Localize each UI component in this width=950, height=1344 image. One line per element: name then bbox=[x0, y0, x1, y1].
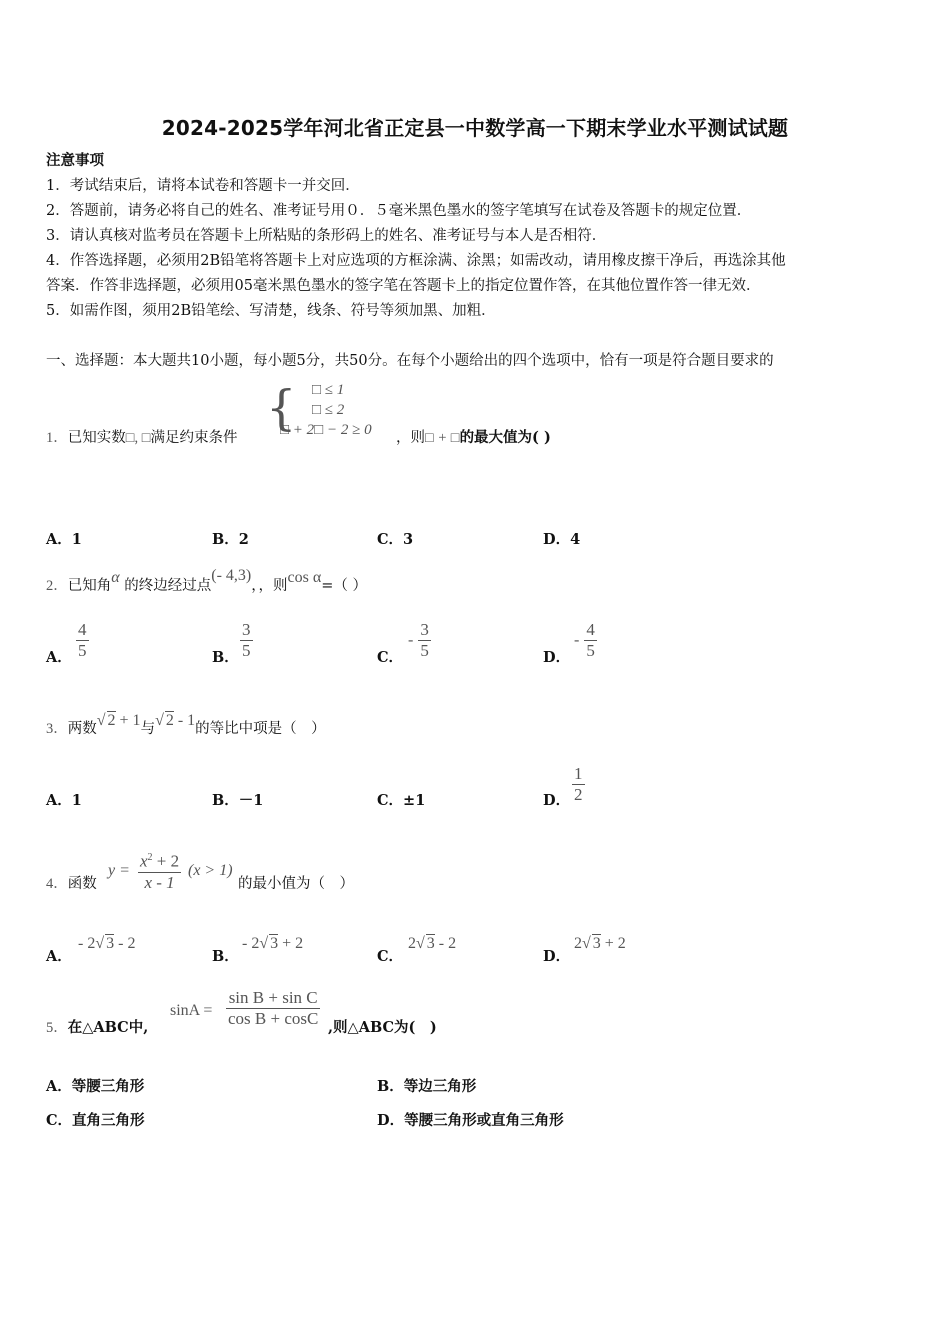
notes-item: 5．如需作图，须用2B铅笔绘、写清楚，线条、符号等须加黑、加粗． bbox=[46, 303, 496, 319]
option-a[interactable]: A． bbox=[46, 948, 72, 965]
notes-item: 答案．作答非选择题，必须用05毫米黑色墨水的签字笔在答题卡上的指定位置作答，在其他位置作答一律无效． bbox=[46, 278, 761, 294]
brace-icon: { bbox=[266, 380, 297, 436]
option-c-value: 2√ 3 - 2 bbox=[408, 935, 457, 952]
question-number: 1． bbox=[46, 430, 68, 446]
option-a[interactable]: A．1 bbox=[46, 531, 82, 548]
notes-heading: 注意事项 bbox=[46, 152, 104, 169]
option-d[interactable]: D．4 bbox=[543, 531, 581, 548]
expression-a: √ 2 + 1 bbox=[96, 712, 141, 729]
fraction: $\frac{1}{2}$ bbox=[574, 764, 583, 804]
option-d-value: 2√ 3 + 2 bbox=[574, 935, 626, 952]
sin-a: sinA = bbox=[170, 1002, 213, 1019]
option-b[interactable]: B． bbox=[212, 649, 239, 666]
option-a[interactable]: A．等腰三角形 bbox=[46, 1078, 145, 1095]
notes-item: 1．考试结束后，请将本试卷和答题卡一并交回． bbox=[46, 178, 360, 194]
question-2: 2．已知角α 的终边经过点(- 4,3)，，则cos α=（ ） bbox=[46, 567, 367, 594]
cos-alpha: cos α bbox=[287, 569, 322, 586]
option-b[interactable]: B．等边三角形 bbox=[377, 1078, 477, 1095]
page-title: 2024-2025学年河北省正定县一中数学高一下期末学业水平测试试题 bbox=[161, 116, 789, 140]
function-name: y = bbox=[108, 862, 130, 879]
option-d[interactable]: D．等腰三角形或直角三角形 bbox=[377, 1112, 564, 1129]
option-c[interactable]: C． bbox=[377, 649, 404, 666]
notes-item: 2．答题前，请务必将自己的姓名、准考证号用０．５毫米黑色墨水的签字笔填写在试卷及答题卡的规定位置． bbox=[46, 203, 752, 219]
variables: □, □ bbox=[125, 430, 151, 446]
domain-condition: (x > 1) bbox=[188, 862, 233, 879]
option-b[interactable]: B．2 bbox=[212, 531, 249, 548]
option-b[interactable]: B．－1 bbox=[212, 792, 264, 809]
fraction: $\frac{4}{5}$ bbox=[78, 620, 87, 660]
option-a[interactable]: A． bbox=[46, 649, 72, 666]
question-3: 3．两数√ 2 + 1与√ 2 - 1的等比中项是（ ） bbox=[46, 712, 326, 737]
option-d[interactable]: D． bbox=[543, 792, 571, 809]
option-b[interactable]: B． bbox=[212, 948, 239, 965]
option-c[interactable]: C．3 bbox=[377, 531, 414, 548]
option-c[interactable]: C．±1 bbox=[377, 792, 426, 809]
option-a[interactable]: A．1 bbox=[46, 792, 82, 809]
option-d[interactable]: D． bbox=[543, 948, 571, 965]
option-c[interactable]: C． bbox=[377, 948, 404, 965]
point: (- 4,3) bbox=[211, 567, 252, 584]
fraction: $\frac{3}{5}$ bbox=[242, 620, 251, 660]
option-d[interactable]: D． bbox=[543, 649, 571, 666]
option-a-value: - 2√ 3 - 2 bbox=[78, 935, 136, 952]
constraint-1: □ ≤ 1 bbox=[312, 382, 345, 398]
question-5: 5．在△ABC中, bbox=[46, 1019, 149, 1036]
option-c[interactable]: C．直角三角形 bbox=[46, 1112, 145, 1129]
question-4: 4．函数 bbox=[46, 876, 97, 892]
constraint-3: □ + 2□ − 2 ≥ 0 bbox=[280, 422, 372, 438]
alpha-symbol: α bbox=[111, 569, 120, 586]
notes-item: 4．作答选择题，必须用2B铅笔将答题卡上对应选项的方框涂满、涂黑；如需改动，请用橡皮擦干净后，再选涂其他 bbox=[46, 253, 786, 269]
notes-item: 3．请认真核对监考员在答题卡上所粘贴的条形码上的姓名、准考证号与本人是否相符． bbox=[46, 228, 607, 244]
question-1: 1．已知实数□, □满足约束条件 bbox=[46, 430, 238, 446]
section-heading: 一、选择题：本大题共10小题，每小题5分，共50分。在每个小题给出的四个选项中，恰有一项是符合题目要求的 bbox=[46, 353, 774, 369]
fraction: - $\frac{3}{5}$ bbox=[408, 620, 429, 660]
function-fraction: $\frac{x^2 + 2}{x - 1}$ bbox=[140, 851, 180, 892]
constraint-2: □ ≤ 2 bbox=[312, 402, 345, 418]
fraction: - $\frac{4}{5}$ bbox=[574, 620, 595, 660]
expression-b: √ 2 - 1 bbox=[155, 712, 196, 729]
trig-fraction: $\frac{\text{sin B + sin C}}{\text{cos B + cosC}}$ bbox=[228, 988, 319, 1028]
objective-expression: □ + □ bbox=[425, 430, 460, 446]
option-b-value: - 2√ 3 + 2 bbox=[242, 935, 304, 952]
